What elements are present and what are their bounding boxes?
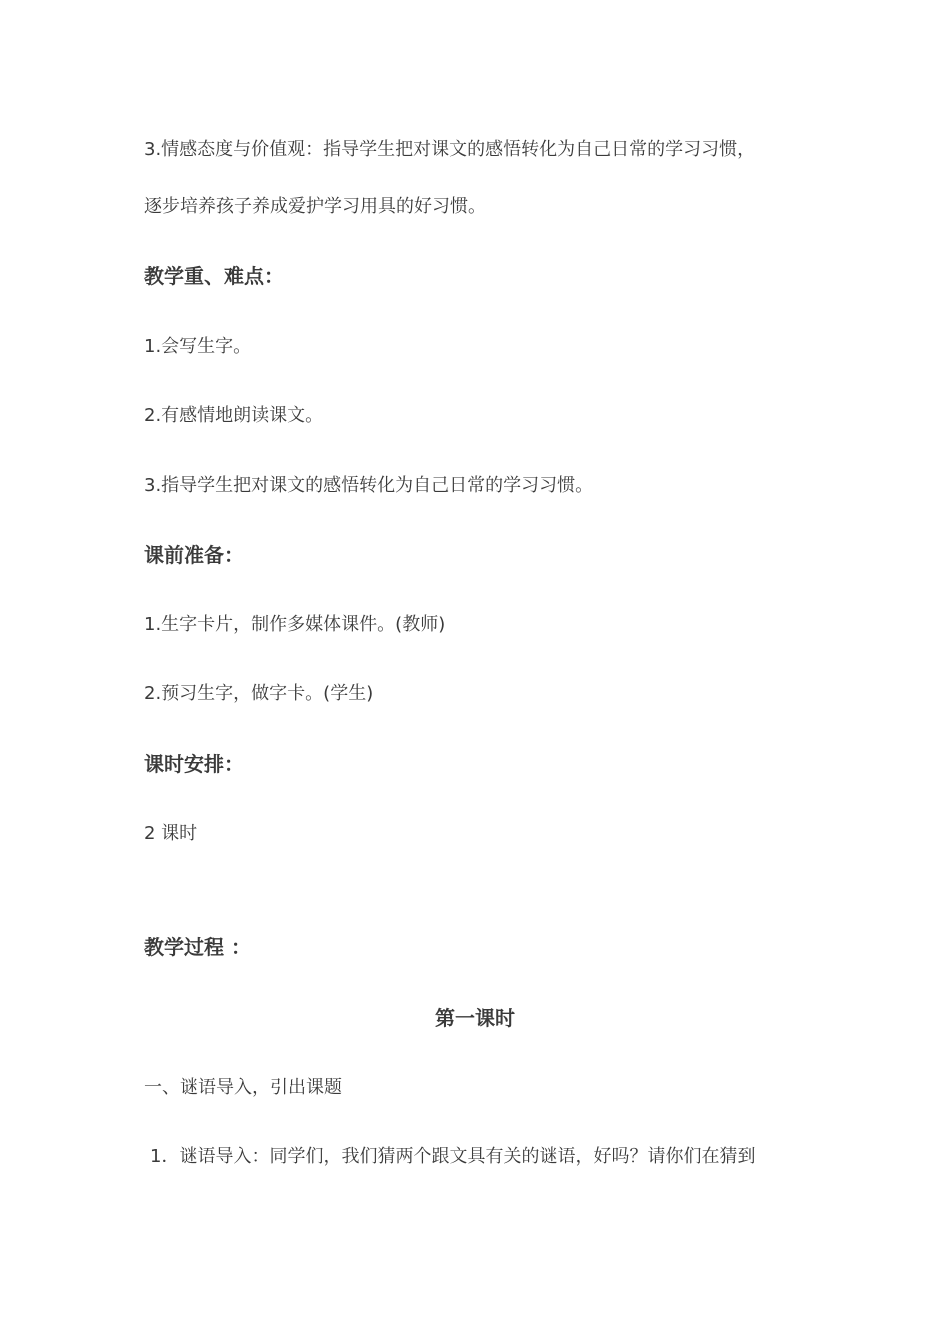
goal-3-line-2: 逐步培养孩子养成爱护学习用具的好习惯。 (144, 196, 486, 217)
preparation-heading: 课前准备： (144, 543, 244, 567)
preparation-item-2: 2.预习生字，做字卡。(学生) (144, 683, 374, 704)
schedule-heading: 课时安排： (144, 752, 244, 776)
key-point-3: 3.指导学生把对课文的感悟转化为自己日常的学习习惯。 (144, 475, 594, 496)
key-point-2: 2.有感情地朗读课文。 (144, 405, 324, 426)
section-1-item-1: 1．谜语导入：同学们，我们猜两个跟文具有关的谜语，好吗？请你们在猜到 (150, 1146, 756, 1167)
process-heading: 教学过程 ： (144, 935, 251, 959)
key-points-heading: 教学重、难点： (144, 264, 284, 288)
preparation-item-1: 1.生字卡片，制作多媒体课件。(教师) (144, 614, 446, 635)
section-1-title: 一、谜语导入，引出课题 (144, 1077, 342, 1098)
goal-3-line-1: 3.情感态度与价值观：指导学生把对课文的感悟转化为自己日常的学习习惯， (144, 139, 756, 160)
lesson-title: 第一课时 (435, 1006, 515, 1030)
schedule-value: 2 课时 (144, 823, 198, 844)
key-point-1: 1.会写生字。 (144, 336, 252, 357)
